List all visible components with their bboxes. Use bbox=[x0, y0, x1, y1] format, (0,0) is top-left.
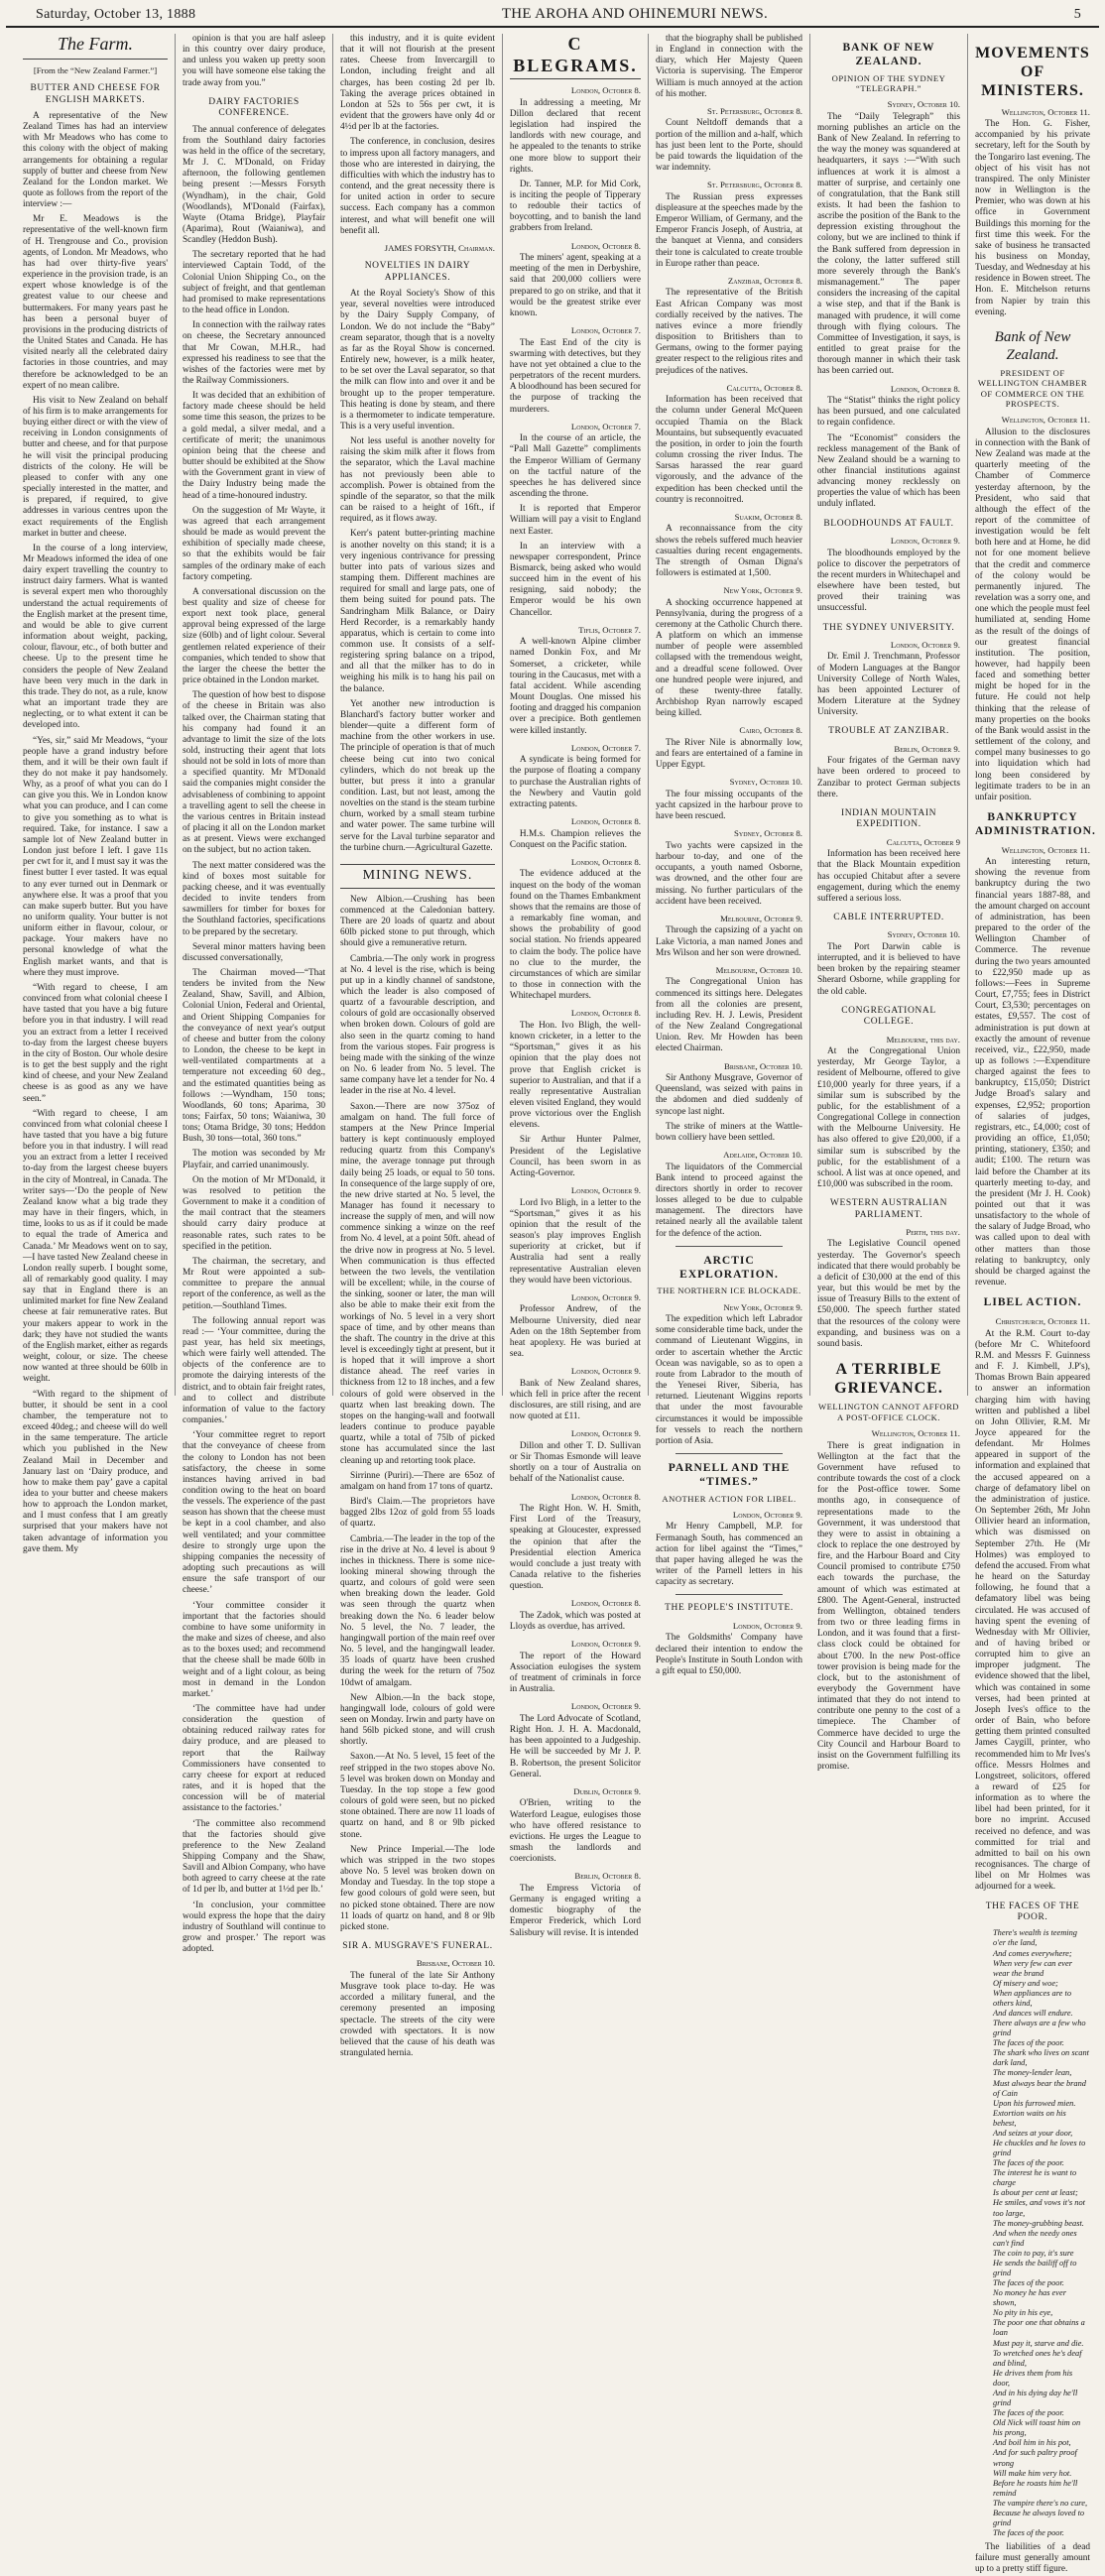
dateline: London, October 9. bbox=[732, 1509, 802, 1520]
cable-paragraph: H.M.s. Champion relieves the Conquest on the Pacific station. bbox=[509, 828, 642, 850]
poem-line: The faces of the poor. bbox=[993, 2408, 1064, 2418]
subheading-libel: ANOTHER ACTION FOR LIBEL. bbox=[662, 1493, 797, 1504]
cable-paragraph: The report of the Howard Association eulogises the system of treatment of criminals in force in Australia. bbox=[509, 1651, 642, 1695]
cable-paragraph: The Lord Advocate of Scotland, Right Hon. J. H. A. Macdonald, has been appointed to a Judgeship. He will be succeeded by Mr J. P. B. Robertson, the present Solicitor General. bbox=[509, 1713, 642, 1779]
article-paragraphs bbox=[975, 428, 1090, 803]
column-ministers bbox=[968, 34, 1097, 2575]
poem-line: And when the needy ones can't find bbox=[993, 2228, 1077, 2248]
dateline: London, October 9. bbox=[570, 1291, 642, 1302]
poem-line: Because he always loved to grind bbox=[993, 2508, 1085, 2527]
dateline: New York, October 9. bbox=[723, 1301, 802, 1312]
dateline: London, October 8. bbox=[890, 383, 960, 394]
subheading-chamber-president: PRESIDENT OF WELLINGTON CHAMBER OF COMMERCE ON THE PROSPECTS. bbox=[977, 367, 1088, 409]
poem-line: And boil him in his pot, bbox=[993, 2438, 1071, 2448]
heading-musgrave-funeral: SIR A. MUSGRAVE'S FUNERAL. bbox=[342, 1940, 493, 1951]
cable-paragraph: The Zadok, which was posted at Lloyds as overdue, has arrived. bbox=[509, 1610, 642, 1633]
heading-dairy-conference: DAIRY FACTORIES CONFERENCE. bbox=[208, 96, 300, 119]
article-paragraphs bbox=[817, 1046, 960, 1190]
cable-paragraph: In the course of an article, the “Pall Mall Gazette” compliments the Emperor William of Germany on the tactful nature of the speeches he has delivered since ascending the throne. bbox=[509, 433, 642, 500]
poem-line: The faces of the poor. bbox=[993, 2528, 1064, 2538]
article-paragraphs bbox=[656, 1314, 802, 1447]
poem bbox=[985, 1928, 1090, 2538]
article-paragraphs bbox=[817, 396, 960, 511]
heading-terrible-grievance: A TERRIBLE GRIEVANCE. bbox=[834, 1361, 943, 1398]
dateline: London, October 8. bbox=[570, 1491, 642, 1502]
heading-mining-news: MINING NEWS. bbox=[340, 864, 495, 889]
divider bbox=[675, 1246, 783, 1247]
cable-paragraph: Through the capsizing of a yacht on Lake Victoria, a man named Jones and Mrs Wilson and her son were drowned. bbox=[656, 925, 802, 958]
article-paragraphs bbox=[975, 1329, 1090, 1894]
article-paragraphs bbox=[817, 1239, 960, 1350]
column-cablegrams-continued bbox=[649, 34, 810, 1676]
cable-paragraph: It is reported that Emperor William will pay a visit to England next Easter. bbox=[509, 504, 642, 537]
poem-line: To wretched ones he's deaf and blind, bbox=[993, 2348, 1082, 2368]
cable-paragraph: A syndicate is being formed for the purpose of floating a company to purchase the Australian rights of the Newbery and Vautin gold extracting patents. bbox=[509, 755, 642, 809]
article-paragraphs bbox=[340, 34, 495, 237]
heading-zanzibar: TROUBLE AT ZANZIBAR. bbox=[828, 726, 949, 737]
dateline: Cairo, October 8. bbox=[739, 725, 802, 736]
poem-line: Will make him very hot. bbox=[993, 2468, 1072, 2478]
dateline: London, October 9. bbox=[570, 1701, 642, 1712]
paragraph: In the course of a long interview, Mr Meadows informed the idea of one dairy expert travelling the country to instruct dairy farmers. What is wanted is several expert men who thoroughly understand the actual requirements of the English market at the present time, and would be able to give current information about weight, packing, colour, flavour, etc., of both butter and cheese. Up to the present time he considers the people of New Zealand have been very much in the dark in this trade. They do not, as a rule, know what an important trade they are neglecting, or to what extent it can be developed into. bbox=[23, 543, 168, 731]
heading-bank-nz-2: Bank of New Zealand. bbox=[994, 328, 1071, 363]
paragraph: The expedition which left Labrador some considerable time back, under the command of Lieutenant Wiggins, in order to ascertain whether the Arctic Ocean was navigable, so as to open a route from Labrador to the mouth of the Yenesei River, Siberia, has returned. Lieutenant Wiggins reports that under the most favourable circumstances it would be impossible for vessels to reach the northern portion of Asia. bbox=[656, 1314, 802, 1446]
article-paragraphs bbox=[656, 1522, 802, 1588]
dateline: Dublin, October 9. bbox=[573, 1785, 642, 1796]
cable-paragraph: Information has been received that the column under General McQueen occupied Thamia on the Black Mountains, but subsequently evacuated the position, in order to join the fourth column crossing the river Indus. The Sarsas harassed the rear guard vigorously, and the advance of the expedition has been checked until the country is reconnoitred. bbox=[656, 395, 802, 505]
cable-paragraph: The River Nile is abnormally low, and fears are entertained of a famine in Upper Egypt. bbox=[656, 737, 802, 771]
paragraph: The “Economist” considers the reckless management of the Bank of New Zealand should be a warning to other financial institutions against advancing money recklessly on properties the value of which has been unduly inflated. bbox=[817, 432, 960, 510]
paragraph: “With regard to the shipment of butter, it should be sent in a cool chamber, the temperature not to exceed 40deg.; and cheese will do well in the same temperature. The article which you published in the New Zealand Mail in December and January last on ‘Dairy produce, and how to make them pay’ gave a capital idea to your butter and cheese makers how to approach the London market, and I must confess that I am greatly surprised that your makers have not taken advantage of information you gave them. My bbox=[23, 1389, 168, 1554]
paragraph: Four frigates of the German navy have been ordered to proceed to Zanzibar to protect German subjects there. bbox=[817, 756, 960, 799]
masthead-date: Saturday, October 13, 1888 bbox=[36, 7, 196, 22]
paragraph: The secretary reported that he had interviewed Captain Todd, of the Colonial Union Shipping Co., on the subject of freight, and that gentleman had promised to make representations to the head office in London. bbox=[183, 250, 325, 316]
paragraph: The motion was seconded by Mr Playfair, and carried unanimously. bbox=[183, 1149, 325, 1170]
heading-arctic-exploration: ARCTIC EXPLORATION. bbox=[679, 1254, 779, 1281]
cable-paragraph: A well-known Alpine climber named Donkin Fox, and Mr Somerset, a cricketer, while touring in the Caucasus, met with a fatal accident. While ascending Mount Douglas. One missed his footing and dragged his companion over a precipice. Both gentlemen were killed instantly. bbox=[509, 637, 642, 736]
heading-the-farm: The Farm. bbox=[23, 34, 168, 60]
paragraph: The next matter considered was the kind of boxes most suitable for packing cheese, and it was eventually decided to invite tenders from sawmillers for timber for boxes for the Southland factories, specifications to be prepared by the secretary. bbox=[183, 860, 325, 937]
subheading-telegraph: OPINION OF THE SYDNEY “TELEGRAPH.” bbox=[831, 72, 946, 93]
poem-line: The faces of the poor. bbox=[993, 2158, 1064, 2168]
dateline: London, October 9. bbox=[570, 1428, 642, 1439]
article-paragraphs bbox=[817, 549, 960, 615]
heading-congregational-college: CONGREGATIONAL COLLEGE. bbox=[841, 1005, 936, 1028]
paragraph: “With regard to cheese, I am convinced from what colonial cheese I have tasted that you have a big future before you in that industry. I will read you an extract from a letter I received to-day from the largest cheese buyers in the city of Montreal, in Canada. The writer says—‘Do the people of New Zealand know what a big trade they may have in their fingers, which, in time, looks to us as if it could be made to equal the trade of America and Canada.’ Mr Meadows went on to say,—I have tasted New Zealand cheese in London really superb. I bought some, all of remarkably good quality. I may say that in England there is an unlimited market for fine New Zealand cheese at fair remunerative rates. But your makers appear to work in the dark; they have not studied the wants of the English market, either as regards weight, colour, or size. The cheese now wanted at three should be 60lb in weight. bbox=[23, 1108, 168, 1385]
heading-sydney-university: THE SYDNEY UNIVERSITY. bbox=[822, 622, 955, 633]
article-paragraphs bbox=[340, 895, 495, 1933]
cable-paragraph: The miners' agent, speaking at a meeting of the men in Derbyshire, said that 200,000 colliers were prepared to go on strike, and that it would be the greatest strike ever known. bbox=[509, 253, 642, 318]
dateline: Melbourne, this day. bbox=[886, 1034, 960, 1044]
article-paragraphs bbox=[340, 1971, 495, 2059]
dateline: Calcutta, October 9 bbox=[886, 836, 960, 847]
subheading-butter-cheese: BUTTER AND CHEESE FOR ENGLISH MARKETS. bbox=[30, 83, 161, 105]
cable-paragraph: The representative of the British East African Company was most cordially received by the natives. The natives evince a more friendly disposition to Britishers than to Germans, owing to the former paying greater respect to the religious rites and prejudices of the natives. bbox=[656, 288, 802, 376]
column-cablegrams bbox=[503, 34, 649, 1938]
poem-line: When very few can ever wear the brand bbox=[993, 1958, 1072, 1978]
dateline: Sydney, October 8. bbox=[734, 828, 802, 839]
masthead bbox=[6, 2, 1099, 28]
poem-line: When appliances are to others kind, bbox=[993, 1988, 1072, 2008]
paragraph: The “Statist” thinks the right policy has been pursued, and one calculated to regain confidence. bbox=[817, 396, 960, 429]
paragraph: Saxon.—There are now 375oz of amalgam on hand. The full force of stampers at the New Prince Imperial battery is kept continuously employed reducing quartz from this Company's mine, the average tonnage put through daily being 25 loads, or equal to 50 tons. In consequence of the large supply of ore, the new drive started at No. 5 level, the Manager has found it necessary to increase the supply of men, and will now commence sinking a winze on the reef from No. 4 level, at a point 50ft. ahead of the drive now in progress at No. 5 level. When communication is thus effected between the two levels, the ventilation will be excellent; while, in the course of the sinking, sooner or later, the man will also be able to make their exit from the workings of No. 5 level in a very short space of time, and by other means than the shaft. The country in the drive at this level is exceedingly tight at present, but it is hoped that it will improve a short distance ahead. The reef varies in thickness from 12 to 18 inches, and a few colours of gold were observed in the quartz when last breaking down. The stopes on the hanging-wall and footwall leaders continue to produce payable quartz, while a total of 75lb of picked stone has accumulated since the last cleaning up and retorting took place. bbox=[340, 1101, 495, 1466]
page-number: 5 bbox=[1073, 7, 1081, 22]
paragraph: Mr E. Meadows is the representative of the well-known firm of H. Trengrouse and Co., provision agents, of London. Mr Meadows, who has had over thirty-five years' experience in the provision trade, is an expert whose knowledge is of the greatest value to our cheese and buttermakers. For many years past he has been a personal buyer of provisions in the producing districts of the United States and Canada. He has visited nearly all the celebrated dairy factories in those countries, and may therefore be acknowledged to be an expert of no mean calibre. bbox=[23, 214, 168, 391]
paragraph: The Port Darwin cable is interrupted, and it is believed to have been broken by the repairing steamer Sherard Osborne, while grappling for the old cable. bbox=[817, 941, 960, 997]
paragraph: Sirrinne (Puriri).—There are 65oz of amalgam on hand from 17 tons of quartz. bbox=[340, 1470, 495, 1492]
dateline: Adelaide, October 10. bbox=[723, 1150, 802, 1161]
paragraph: His visit to New Zealand on behalf of his firm is to make arrangements for buying either direct or with the view of receiving in London consignments of butter and cheese, and for that purpose he will visit the principal producing districts of the colony. He will be pleased to confer with any one specially interested in the matter, and is prepared, if required, to give addresses in various centres upon the exact requirements of the English market in butter and cheese. bbox=[23, 395, 168, 539]
masthead-title: THE AROHA AND OHINEMURI NEWS. bbox=[501, 6, 769, 22]
poem-line: And seizes at your door, bbox=[993, 2128, 1073, 2138]
dateline: Tiflis, October 7. bbox=[578, 624, 642, 635]
paragraph: ‘In conclusion, your committee would express the hope that the dairy industry of Southland will continue to grow and prosper.’ The report was adopted. bbox=[183, 1900, 325, 1955]
dateline: Brisbane, October 10. bbox=[416, 1958, 495, 1969]
divider bbox=[675, 1594, 783, 1595]
paragraph: There is great indignation in Wellington at the fact that the Government have refused to contribute towards the cost of a clock for the Post-office tower. Some months ago, in consequence of representations made to the Government, it was understood that they were to assist in obtaining a clock to replace the one destroyed by fire, and the Harbour Board and City Council promised to contribute £750 each towards the purchase, the amount of which was estimated at £800. The Agent-General, instructed from Wellington, obtained tenders from two or three leading firms in London, and it was found that a first-class clock could be obtained for about £700. In the new Post-office tower provision is being made for the clock, but to the astonishment of everybody the Government have intimated that they do not intend to contribute one penny to the cost of a timepiece. The Chamber of Commerce have decided to urge the City Council and Harbour Board to insist on the Government fulfilling its promise. bbox=[817, 1440, 960, 1773]
columns bbox=[16, 34, 1097, 2575]
cable-paragraph: O'Brien, writing to the Waterford League, eulogises those who have offered resistance to evictions. He urges the League to smash the landlords and coercionists. bbox=[509, 1798, 642, 1865]
paragraph: The conference, in conclusion, desires to impress upon all factory managers, and those who are interested in dairying, the difficulties with which the industry has to contend, and the great necessity there is for united action in order to secure success. Each company has a common interest, and what will benefit one will benefit all. bbox=[340, 137, 495, 236]
cable-paragraph: The Right Hon. W. H. Smith, First Lord of the Treasury, speaking at Gloucester, expressed the opinion that after the Presidential election America would conclude a just treaty with Canada relative to the fisheries question. bbox=[509, 1504, 642, 1592]
heading-indian-expedition: INDIAN MOUNTAIN EXPEDITION. bbox=[840, 807, 937, 830]
dateline: Wellington, October 11. bbox=[1001, 844, 1090, 855]
article-paragraphs bbox=[975, 857, 1090, 1288]
poem-line: The coin to pay, it's sure bbox=[993, 2248, 1074, 2258]
cable-paragraph: A shocking occurrence happened at Pennsylvania, during the progress of a ceremony at the Catholic Church there. A platform on which an immense number of people were assembled collapsed with the tremendous weight, and a dreadful scene followed. Over one hundred people were injured, and of these twenty-three fatally. Archbishop Ryan narrowly escaped being killed. bbox=[656, 597, 802, 719]
paragraph: At the R.M. Court to-day (before Mr C. Whitefoord R.M. and Messrs F. Guinness and F. J. Kimbell, J.P's), Thomas Brown Bain appeared to answer an information charging him with having written and published a libel on John Ollivier, R.M. Mr Joyce appeared for the defendant. Mr Holmes appeared in support of the information and explained that the accused appeared on a charge of defamatory libel on the administration of justice. On September 26th, Mr John Ollivier heard an information, which was dismissed on September 27th. He (Mr Holmes) was employed to defend the accused. From what he heard on the Saturday following, he found that a defamatory libel was being circulated. He was accused of having spent the evening of Wednesday with Mr Ollivier, and of having bribed or corrupted him to give an improper judgment. The evidence showed that the libel, which was contained in some verses, had been printed at Joseph Ives's office to the order of Bain, who before getting them printed consulted James Caygill, printer, who recommended him to Mr Ives's office. Messrs Holmes and Longstreet, solicitors, offered a reward of £25 for information as to where the libel had been printed, for it bore no imprint. Accused received no defence, and was committed for trial and admitted to bail on his own recognisances. The charge of libel on Mr Holmes was adjourned for a week. bbox=[975, 1328, 1090, 1893]
dateline: Melbourne, October 10. bbox=[715, 964, 802, 975]
poem-line: And for such paltry proof wrong bbox=[993, 2448, 1077, 2468]
dateline: London, October 8. bbox=[570, 856, 642, 867]
subheading-post-office-clock: WELLINGTON CANNOT AFFORD A POST-OFFICE CLOCK. bbox=[817, 1402, 960, 1422]
heading-bloodhounds: BLOODHOUNDS AT FAULT. bbox=[823, 518, 954, 529]
paragraph: The following annual report was read :— ‘Your committee, during the past year, has held six meetings, which were fairly well attended. The objects of the conference are to promote the dairying interests of the district, and to obtain fair freight rates, and to collect and distribute information of value to the factory companies.’ bbox=[183, 1315, 325, 1426]
paragraph: The Goldsmiths' Company have declared their intention to endow the People's Institute in South London with a gift equal to £50,000. bbox=[656, 1633, 802, 1676]
poem-line: And in his dying day he'll grind bbox=[993, 2388, 1078, 2408]
article-paragraphs bbox=[183, 34, 325, 89]
cable-paragraph: Sir Anthony Musgrave, Governor of Queensland, was seized with pains in the abdomen and died suddenly of syncope last night. bbox=[656, 1073, 802, 1117]
poem-line: There always are a few who grind bbox=[993, 2019, 1086, 2038]
article-paragraphs bbox=[817, 112, 960, 378]
cable-paragraph: The Congregational Union has commenced its sittings here. Delegates from all the colonies are present, including Rev. H. J. Lewis, President of the New Zealand Congregational Union. Rev. Mr Howden has been elected Chairman. bbox=[656, 977, 802, 1054]
heading-cablegrams: C BLEGRAMS. bbox=[510, 34, 641, 79]
dateline: Melbourne, October 9. bbox=[720, 913, 802, 923]
cable-paragraph: The evidence adduced at the inquest on the body of the woman found on the Thames Embankment shows that the remains are those of a remarkably fine woman, and shows the probability of good social station. No friends appeared to claim the body. The police have no clue to the murder, the circumstances of which are similar to those in connection with the Whitechapel murders. bbox=[509, 869, 642, 1002]
heading-cable-interrupted: CABLE INTERRUPTED. bbox=[833, 913, 944, 923]
poem-line: There's wealth is teeming o'er the land, bbox=[993, 1928, 1077, 1948]
dateline: London, October 9. bbox=[570, 1366, 642, 1377]
paragraph: Mr Henry Campbell, M.P. for Fermanagh South, has commenced an action for libel against the “Times,” that paper having alleged he was the writer of the Parnell letters in his capacity as secretary. bbox=[656, 1522, 802, 1588]
heading-wa-parliament: WESTERN AUSTRALIAN PARLIAMENT. bbox=[829, 1198, 948, 1220]
poem-line: Old Nick will toast him on his prong, bbox=[993, 2418, 1081, 2438]
poem-line: The money-grubbing beast. bbox=[993, 2218, 1084, 2228]
poem-line: The vampire there's no cure, bbox=[993, 2498, 1088, 2508]
cable-paragraph: The Russian press expresses displeasure at the speeches made by the Emperor William, of Germany, and the Emperor Francis Joseph, of Austria, at the banquet at Vienna, and considers their tone is calculated to create trouble in Europe rather than peace. bbox=[656, 191, 802, 269]
dateline: London, October 9. bbox=[570, 1185, 642, 1196]
cable-paragraph: Count Neltdoff demands that a portion of the million and a-half, which has just been lent to the Porte, should be paid towards the liquidation of the war indemnity. bbox=[656, 118, 802, 174]
poem-line: The shark who lives on scant dark land, bbox=[993, 2048, 1090, 2068]
heading-peoples-institute: THE PEOPLE'S INSTITUTE. bbox=[665, 1603, 794, 1614]
article-paragraphs bbox=[23, 111, 168, 1555]
dateline: London, October 7. bbox=[570, 325, 642, 336]
poem-line: Upon his furrowed mien. bbox=[993, 2098, 1076, 2108]
paragraph: The bloodhounds employed by the police to discover the perpetrators of the recent murders in Whitechapel and elsewhere have been tested, but proved their training was unsuccessful. bbox=[817, 548, 960, 614]
dateline: London, October 9. bbox=[890, 536, 960, 547]
dateline: Christchurch, October 11. bbox=[995, 1316, 1090, 1327]
paragraph: The chairman, the secretary, and Mr Rout were appointed a sub-committee to prepare the annual report of the conference, as well as the petition.—Southland Times. bbox=[183, 1256, 325, 1311]
paragraph: ‘Your committee regret to report that the conveyance of cheese from the colony to London has not been satisfactory, the cheese in some instances having arrived in bad condition owing to the heat on board the vessels. The experience of the past season has shown that the cheese must be kept in a cool chamber, and also well ventilated; and your committee desire to strongly urge upon the shipping companies the necessity of adopting such precautions as will ensure the safe transport of our cheese.’ bbox=[183, 1430, 325, 1596]
paragraph: In connection with the railway rates on cheese, the Secretary announced that Mr Cowan, M.H.R., had expressed his readiness to see that the wishes of the factories were met by the Railway Commissioners. bbox=[183, 320, 325, 386]
paragraph: that the biography shall be published in England in connection with the diary, which Her Majesty Queen Victoria is supervising. The Emperor William is much annoyed at the action of his mother. bbox=[656, 34, 802, 99]
article-paragraphs bbox=[656, 1633, 802, 1677]
article-paragraphs bbox=[817, 756, 960, 800]
article-paragraphs bbox=[817, 652, 960, 718]
poem-line: Must pay it, starve and die. bbox=[993, 2338, 1084, 2348]
cable-paragraph: Dillon and other T. D. Sullivan or Sir Thomas Esmonde will leave shortly on a tour of Australia on behalf of the Nationalist cause. bbox=[509, 1440, 642, 1485]
subheading-ice-blockade: THE NORTHERN ICE BLOCKADE. bbox=[657, 1286, 801, 1296]
paragraph: New Albion.—In the back stope, hangingwall lode, colours of gold were seen on Monday. Irwin and party have on hand 56lb picked stone, and will crush shortly. bbox=[340, 1692, 495, 1748]
paragraph: The question of how best to dispose of the cheese in Britain was also talked over, the Chairman stating that his company had found it an advantage to limit the size of the lots sold, instructing their agent that lots should not be sold in lots of more than a specified quantity. Mr M'Donald said the companies might consider the advisableness of combining to appoint a travelling agent to sell the cheese in the various centres in Britain instead of placing it all on the London market as at present. Views were exchanged on the subject, but no action taken. bbox=[183, 690, 325, 856]
paragraph: this industry, and it is quite evident that it will not flourish at the present rates. Cheese from Invercargill to London, including freight and all charges, has been costing 2d per lb. Taking the average prices obtained in London at 52s to 56s per cwt, it is evident that the growers have only 4d or 4½d per lb at the factories. bbox=[340, 34, 495, 133]
article-paragraphs bbox=[656, 34, 802, 100]
poem-line: And comes everywhere; bbox=[993, 1948, 1072, 1958]
poem-line: He sends the bailiff off to grind bbox=[993, 2258, 1077, 2278]
article-paragraphs bbox=[975, 119, 1090, 318]
dateline: London, October 9. bbox=[732, 1620, 802, 1631]
heading-bankruptcy: BANKRUPTCY ADMINISTRATION. bbox=[975, 811, 1096, 837]
paragraph: On the suggestion of Mr Wayte, it was agreed that each arrangement should be made as would prevent the exhibition of specially made cheese, so that the exhibits would be fair samples of the ordinary make of each factory competing. bbox=[183, 505, 325, 582]
dateline: Sydney, October 10. bbox=[887, 99, 960, 110]
heading-libel-action: LIBEL ACTION. bbox=[983, 1296, 1082, 1309]
dateline: London, October 7. bbox=[570, 421, 642, 431]
paragraph: It was decided that an exhibition of factory made cheese should be held some time this season, the prizes to be a gold medal, a silver medal, and a certificate of merit; the unanimous opinion being that the cheese and butter should be exhibited at the Show with the Government grant in view of the Dairy Industry being made the head of a time-honoured industry. bbox=[183, 391, 325, 501]
dateline: Zanzibar, October 8. bbox=[727, 275, 802, 286]
paragraph: “With regard to cheese, I am convinced from what colonial cheese I have tasted that you have a big future before you in that industry. I will read you an extract from a letter I received to-day from the largest cheese buyers in the city of Boston. Our whole desire is to get the best supply and the right kind of cheese, and your New Zealand cheese is as good as any we have seen.” bbox=[23, 982, 168, 1104]
poem-line: Of misery and woe; bbox=[993, 1978, 1058, 1988]
dateline: Wellington, October 11. bbox=[1001, 106, 1090, 117]
cable-paragraph: The Hon. Ivo Bligh, the well-known cricketer, in a letter to the “Sportsman,” gives it as his opinion that the play does not prove that English cricket is superior to Australian, and that if a really representative Australian eleven visited England, they would prove victorious over the English elevens. bbox=[509, 1020, 642, 1131]
cable-paragraph: Dr. Tanner, M.P. for Mid Cork, is inciting the people of Tipperary to redouble their tactics of boycotting, and to banish the land grabbers from Ireland. bbox=[509, 179, 642, 234]
cable-paragraph: Sir Arthur Hunter Palmer, President of the Legislative Council, has been sworn in as Acting-Governor. bbox=[509, 1135, 642, 1178]
heading-parnell-times: PARNELL AND THE “TIMES.” bbox=[668, 1462, 791, 1488]
cable-paragraph: The four missing occupants of the yacht capsized in the harbour prove to have been rescued. bbox=[656, 789, 802, 822]
poem-line: The faces of the poor. bbox=[993, 2038, 1064, 2048]
dateline: Berlin, October 9. bbox=[894, 743, 960, 754]
dateline: London, October 8. bbox=[570, 240, 642, 251]
divider bbox=[675, 1453, 783, 1454]
poem-line: He smiles, and vows it's not too large, bbox=[993, 2198, 1085, 2218]
paragraph: Yet another new introduction is Blanchard's factory butter worker and blender—quite a different form of machine from the other workers in use. The principle of operation is that of much cheese being cut into two conical cylinders, which do not break up the butter, but press it into a granular condition. Last, but not least, among the novelties on the stand is the steam turbine churn, worked by a small steam turbine and water power. The same turbine will serve for the Laval turbine separator and the turbine churn.—Agricultural Gazette. bbox=[340, 698, 495, 853]
poem-line: No money he has ever shown, bbox=[993, 2288, 1066, 2308]
heading-faces-of-poor: THE FACES OF THE POOR. bbox=[985, 1901, 1080, 1922]
dateline: London, October 8. bbox=[570, 816, 642, 827]
paragraph: The annual conference of delegates from the Southland dairy factories was held in the office of the secretary, Mr J. C. M'Donald, on Friday afternoon, the following gentlemen being present :—Messrs Forsyth (Wyndham), in the chair, Gold (Woodlands), M'Donald (Fairfax), Wayte (Otama Bridge), Playfair (Aparima), Rout (Waianiwa), and Scandley (Heddon Bush). bbox=[183, 124, 325, 246]
dateline: Wellington, October 11. bbox=[1001, 415, 1090, 426]
poem-line: He chuckles and he loves to grind bbox=[993, 2139, 1086, 2158]
poem-line: He drives them from his door, bbox=[993, 2368, 1073, 2388]
cable-paragraph: Professor Andrew, of the Melbourne University, died near Aden on the 18th September from heat apoplexy. He was buried at sea. bbox=[509, 1304, 642, 1360]
dateline: London, October 9. bbox=[890, 639, 960, 650]
cable-paragraph: A reconnaissance from the city shows the rebels suffered much heavier casualties during recent engagements. The strength of Osman Digna's followers is estimated at 1,500. bbox=[656, 524, 802, 578]
paragraph: ‘The committee have had under consideration the question of obtaining reduced railway rates for dairy produce, and are pleased to report that the Railway Commissioners have consented to carry cheese for export at reduced rates, and it is hoped that the concession will be of material assistance to the factories.’ bbox=[183, 1703, 325, 1814]
paragraph: Information has been received here that the Black Mountain expedition has occupied Chitabut after a severe engagement, during which the enemy suffered a serious loss. bbox=[817, 849, 960, 904]
paragraph: The liabilities of a dead failure must generally amount up to a pretty stiff figure. bbox=[975, 2542, 1090, 2575]
dateline: London, October 8. bbox=[570, 1598, 642, 1609]
paragraph: Kerr's patent butter-printing machine is another novelty on this stand; it is a very ingenious contrivance for pressing butter into pats of various sizes and stamping them. Different machines are required for small and large pats, one of them being suited for pound pats. The Sandringham Milk Balance, or Dairy Herd Recorder, is a remarkably handy apparatus, which is certain to come into common use. It consists of a self-registering spring balance on a tripod, and all that the milker has to do in weighing his milk is to hang his pail on the balance. bbox=[340, 529, 495, 694]
dateline: London, October 8. bbox=[570, 1008, 642, 1019]
cable-paragraph: Bank of New Zealand shares, which fell in price after the recent disclosures, are still rising, and are now quoted at £11. bbox=[509, 1378, 642, 1422]
paragraph: A representative of the New Zealand Times has had an interview with Mr Meadows who has come to this colony with the object of making arrangements for obtaining a regular supply of butter and cheese from New Zealand for the London market. We quote as follows from the report of the interview :— bbox=[23, 110, 168, 210]
dateline: London, October 7. bbox=[570, 742, 642, 753]
heading-movements-ministers: MOVEMENTS OF MINISTERS. bbox=[975, 45, 1090, 100]
paragraph: Allusion to the disclosures in connection with the Bank of New Zealand was made at the quarterly meeting of the Chamber of Commerce yesterday afternoon, by the President, who said that although the effect of the report of the committee of investigation would be felt both here and at Home, he did not for one moment believe that the credit and commerce of the colony would be permanently injured. The revelation was a sorry one, and one which the people must feel humiliated at, sending Home as the result of the doings of our greatest financial institution. The position, however, had happily been faced and something better might be hoped for in the future. He could not help thinking that the release of many properties on the books of the Bank would assist in the settlement of the colony, and compel many businesses to go into liquidation which had long been considered by legitimate traders to be in an unfair position. bbox=[975, 427, 1090, 802]
dateline: Calcutta, October 8. bbox=[726, 382, 802, 393]
cable-paragraph: The liquidators of the Commercial Bank intend to proceed against the directors shortly in order to recover losses alleged to be due to culpable management. The directors have retained nearly all the available talent for the defence of the action. bbox=[656, 1162, 802, 1239]
paragraph: Saxon.—At No. 5 level, 15 feet of the reef stripped in the two stopes above No. 5 level was broken down on Monday and Tuesday. In the top stope a few good colours of gold were seen, but no picked stone obtained. There are now 11 loads of quartz on hand, and 8 or 9lb picked stone. bbox=[340, 1752, 495, 1840]
paragraph: An interesting return, showing the revenue from bankruptcy during the two financial years 1887-88, and the amount charged on account of administration, has been prepared to the order of the Wellington Chamber of Commerce. The revenue during the two years amounted to £22,950 made up as follows:—Fees in Supreme Court, £7,755; fees in District Court, £3,530; percentages on estates, £9,557. The cost of administration is put down at exactly the amount of revenue received, viz., £22,950, made up as follows :—Expenditure charged against the fees to bankruptcy, £15,050; District Judge Broad's salary and expenses, £2,952; proportion of salaries of judges, registrars, etc., £4,000; cost of providing an office, £1,050; printing, stationery, £350; and audit; £100. The return was laid before the Chamber at its quarterly meeting to-day, and the president (Mr J. H. Cook) pointed out that it was unsatisfactory to the whole of the salary of Judge Broad, who was called upon to deal with other matters than those relating to bankruptcy, only should be charged against the revenue. bbox=[975, 857, 1090, 1288]
paragraph: On the motion of Mr M'Donald, it was resolved to petition the Government to make it a condition of the mail contract that the steamers should carry dairy produce at reasonable rates, such rates to be specified in the petition. bbox=[183, 1174, 325, 1252]
paragraph: Dr. Emil J. Trenchmann, Professor of Modern Languages at the Bangor University College of North Wales, has been appointed Lecturer of Modern Literature at the Sydney University. bbox=[817, 652, 960, 718]
dateline: Berlin, October 8. bbox=[574, 1871, 642, 1882]
paragraph: At the Congregational Union yesterday, Mr George Taylor, a resident of Melbourne, offered to give £10,000 yearly for three years, if a similar sum is subscribed by the public, for the establishment of a Congregational College in connection with the Melbourne University. He has also offered to give £20,000, if a similar sum is subscribed by the public, for the establishment of a school. A list was at once opened, and £10,000 was subscribed in the room. bbox=[817, 1046, 960, 1189]
paragraph: At the Royal Society's Show of this year, several novelties were introduced by the Dairy Supply Company, of London. We do not include the “Baby” cream separator, though that is a novelty as far as the Royal Show is concerned. Entirely new, however, is a milk heater, to be set over the Laval separator, so that the milk can flow into and over it and be brought up to the proper temperature. This heating is done by steam, and there is a thermometer to indicate temperature. This is a very useful invention. bbox=[340, 289, 495, 432]
dateline: London, October 9. bbox=[570, 1639, 642, 1650]
column-dairy-conference bbox=[176, 34, 333, 1955]
article-paragraphs bbox=[817, 849, 960, 905]
paragraph: ‘Your committee consider it important that the factories should combine to have some uniformity in the make and sizes of cheese, and also as to the boxes used; and recommend that the cheese shall be made 60lb in weight and of a light colour, as being most in demand in the London market.’ bbox=[183, 1600, 325, 1699]
paragraph: Bird's Claim.—The proprietors have bagged 2lbs 12oz of gold from 55 loads of quartz. bbox=[340, 1497, 495, 1530]
cable-paragraph: The strike of miners at the Wattle-bown colliery have been settled. bbox=[656, 1121, 802, 1143]
column-farm bbox=[16, 34, 176, 1554]
cable-paragraph: Two yachts were capsized in the harbour to-day, and one of the occupants, a youth named Osborne, was drowned, and the other four are missing. No further particulars of the accident have been received. bbox=[656, 840, 802, 907]
paragraph: The “Daily Telegraph” this morning publishes an article on the Bank of New Zealand. In referring to the way the money was squandered at headquarters, it says :—“With such influences at work it is almost a matter of surprise, and certainly one of congratulation, that the Bank still exists. It had been the fashion to ascribe the position of the Bank to the depression existing throughout the colony, but we are inclined to think if the Bank suffered from depression in the colony, the latter suffered still more severely through the Bank's mismanagement.” The paper considers the increasing of the capital a wise step, and that if the Bank is managed with prudence, it will come through with flying colours. The Committee of Investigation, it says, is entitled to great praise for the thorough manner in which their task has been carried out. bbox=[817, 111, 960, 377]
poem-line: Extortion waits on his behest, bbox=[993, 2108, 1066, 2128]
paragraph: The Legislative Council opened yesterday. The Governor's speech indicated that there would probably be a deficit of £30,000 at the end of this year, but this would be met by the issue of Treasury Bills to the extent of £50,000. The speech further stated that the resources of the colony were expanding, and business was on a sound basis. bbox=[817, 1239, 960, 1349]
heading-novelties: NOVELTIES IN DAIRY APPLIANCES. bbox=[364, 261, 471, 283]
poem-line: Before he roasts him he'll remind bbox=[993, 2478, 1078, 2498]
paragraph: opinion is that you are half asleep in this country over dairy produce, and unless you waken up pretty soon you will have someone else taking the trade away from you.” bbox=[183, 34, 325, 88]
heading-bank-nz: BANK OF NEW ZEALAND. bbox=[842, 42, 935, 67]
article-paragraphs bbox=[183, 125, 325, 1956]
paragraph: The Chairman moved—“That tenders be invited from the New Zealand, Shaw, Savill, and Albion, Colonial Union, Federal and Oriental, and Orient Shipping Companies for the conveyance of next year's output of cheese and butter from the colony to London, the cheese to be kept in well-ventilated compartments at a temperature not exceeding 60 deg., and the estimated quantities being as follows :—Wyndham, 150 tons; Woodlands, 60 tons; Aparima, 30 tons; Fairfax, 50 tons; Waianiwa, 30 tons; Otama Bridge, 30 tons; Heddon Bush, 30 tons—total, 360 tons.” bbox=[183, 967, 325, 1145]
source-note: [From the “New Zealand Farmer.”] bbox=[33, 64, 158, 75]
dateline: London, October 8. bbox=[570, 85, 642, 96]
dateline: New York, October 9. bbox=[723, 585, 802, 596]
cable-paragraph: The East End of the city is swarming with detectives, but they have not yet obtained a clue to the perpetrators of the recent murders. A bloodhound has been secured for the purpose of tracking the murderers. bbox=[509, 337, 642, 415]
paragraph: ‘The committee also recommend that the factories should give preference to the New Zealand Shipping Company and the Shaw, Savill and Albion Company, who have both agreed to carry cheese at the rate of 1d per lb, and butter at 1½d per lb.’ bbox=[183, 1818, 325, 1896]
poem-line: No pity in his eye, bbox=[993, 2308, 1053, 2318]
paragraph: Several minor matters having been discussed conversationally, bbox=[183, 941, 325, 963]
dateline: Suakim, October 8. bbox=[734, 511, 802, 522]
poem-line: And dances will endure. bbox=[993, 2008, 1073, 2018]
paragraph: Cambria.—The only work in progress at No. 4 level is the rise, which is being put up in a kindly channel of sandstone, which the leader is also composed of quartz of a favourable description, and colours of gold are occasionally observed when broken down. Colours of gold are also seen in the quartz coming to hand from the various stopes. Fair progress is being made with the sinking of the winze on No. 6 leader from No. 5 level. The same company have let a tender for No. 4 leader in the rise at No. 4 level. bbox=[340, 953, 495, 1097]
paragraph: The Hon. G. Fisher, accompanied by his private secretary, left for the South by the Tongariro last evening. The object of his visit has not transpired. The only Minister now in Wellington is the Premier, who was down at his office in Government Buildings this morning for the first time this week. For the sake of business he transacted his business on Monday, Tuesday, and Wednesday at his residence in Bowen street. The Hon. E. Mitchelson returns from Napier by train this evening. bbox=[975, 119, 1090, 317]
poem-line: Must always bear the brand of Cain bbox=[993, 2078, 1086, 2098]
paragraph: The funeral of the late Sir Anthony Musgrave took place to-day. He was accorded a military funeral, and the ceremony presented an imposing spectacle. The streets of the city were crowded with spectators. It is now believed that the cause of his death was strangulated hernia. bbox=[340, 1970, 495, 2058]
dateline: Wellington, October 11. bbox=[871, 1428, 960, 1439]
cable-items bbox=[510, 85, 641, 1938]
article-paragraphs bbox=[817, 942, 960, 998]
article-paragraphs bbox=[340, 289, 495, 854]
paragraph: Not less useful is another novelty for raising the skim milk after it flows from the separator, which the Laval machine has not previously been able to accomplish. Power is obtained from the spindle of the separator, so that the milk can be raised to a height of 16ft., if required, as it flows away. bbox=[340, 436, 495, 525]
poem-line: The faces of the poor. bbox=[993, 2278, 1064, 2288]
poem-line: The interest he is want to charge bbox=[993, 2168, 1077, 2188]
column-novelties-mining bbox=[333, 34, 503, 2058]
dateline: Sydney, October 10. bbox=[887, 929, 960, 940]
dateline: St. Petersburg, October 8. bbox=[707, 180, 802, 190]
cable-items bbox=[656, 106, 802, 1240]
dateline: Sydney, October 10. bbox=[729, 777, 802, 788]
article-paragraphs bbox=[817, 1441, 960, 1774]
paragraph: New Albion.—Crushing has been commenced at the Caledonian battery. There are 20 loads of quartz and about 60lb picked stone to put through, which should give a remunerative return. bbox=[340, 894, 495, 949]
dateline: St. Petersburg, October 8. bbox=[707, 105, 802, 116]
dateline: Perth, this day. bbox=[906, 1226, 960, 1237]
paragraph: Cambria.—The leader in the top of the rise in the drive at No. 4 level is about 9 inches in thickness. There is some nice-looking mineral showing through the quartz, and colours of gold were seen when breaking down the leader. Gold was seen through the quartz when breaking down the No. 6 leader below No. 5 level, the No. 7 leader, the hangingwall portion of the main reef over No. 5 level, and the hangingwall leader. 35 loads of quartz have been crushed during the week for the return of 75oz 10dwt of amalgam. bbox=[340, 1533, 495, 1688]
cable-paragraph: The Empress Victoria of Germany is engaged writing a domestic biography of the Emperor Frederick, which Lord Salisbury will revise. It is intended bbox=[509, 1883, 642, 1938]
column-bank-news bbox=[810, 34, 968, 1773]
paragraph: New Prince Imperial.—The lode which was stripped in the two stopes above No. 5 level was broken down on Monday and Tuesday. In the top stope a few good colours of gold were seen, but no picked stone obtained. There are now 11 loads of quartz on hand, and 8 or 9lb picked stone. bbox=[340, 1844, 495, 1932]
article-paragraphs bbox=[975, 2542, 1090, 2575]
paragraph: A conversational discussion on the best quality and size of cheese for export next took place, general approval being expressed of the large size (60lb) and of light colour. Several gentlemen related experience of their companies, which tended to show that the larger the cheese the better the price obtained in the London market. bbox=[183, 586, 325, 686]
poem-line: The poor one that obtains a loan bbox=[993, 2318, 1085, 2338]
signature: JAMES FORSYTH, Chairman. bbox=[384, 242, 495, 253]
poem-line: The money-lender lean, bbox=[993, 2068, 1072, 2078]
paragraph: “Yes, sir,” said Mr Meadows, “your people have a grand industry before them, and it will be their own fault if they do not make it pay handsomely. Why, as a proof of what you can do I can give you this. We in London know what you can produce, and I can come to give you something as to what is required. Take, for instance. I saw a sample lot of New Zealand butter in London just before I left. I gave 11s per cwt for it, and I must say it was the finest butter I ever tasted. It was equal to any ever turned out in Denmark or anywhere else. It was a proof that you can make superb butter. But you have no uniform quality. Your butter is not uniform either in flavour, colour, or package. Your makers have no personal knowledge of what the English market wants, and that is where they must improve. bbox=[23, 735, 168, 978]
cable-paragraph: In addressing a meeting, Mr Dillon declared that recent legislation had inspired the landlords with new courage, and he appealed to the tenants to strike one more blow to support their rights. bbox=[509, 97, 642, 175]
dateline: Brisbane, October 10. bbox=[723, 1060, 802, 1071]
cable-paragraph: Lord Ivo Bligh, in a letter to the “Sportsman,” gives it as his opinion that the result of the season's play improves English superiority at cricket, but if Australia had sent a really representative Australian eleven they would have been victorious. bbox=[509, 1197, 642, 1286]
poem-line: Is about per cent at least; bbox=[993, 2188, 1078, 2198]
cable-paragraph: In an interview with a newspaper correspondent, Prince Bismarck, being asked who would succeed him in the event of his resigning, said nobody; the Emperor would be his own Chancellor. bbox=[509, 541, 642, 618]
